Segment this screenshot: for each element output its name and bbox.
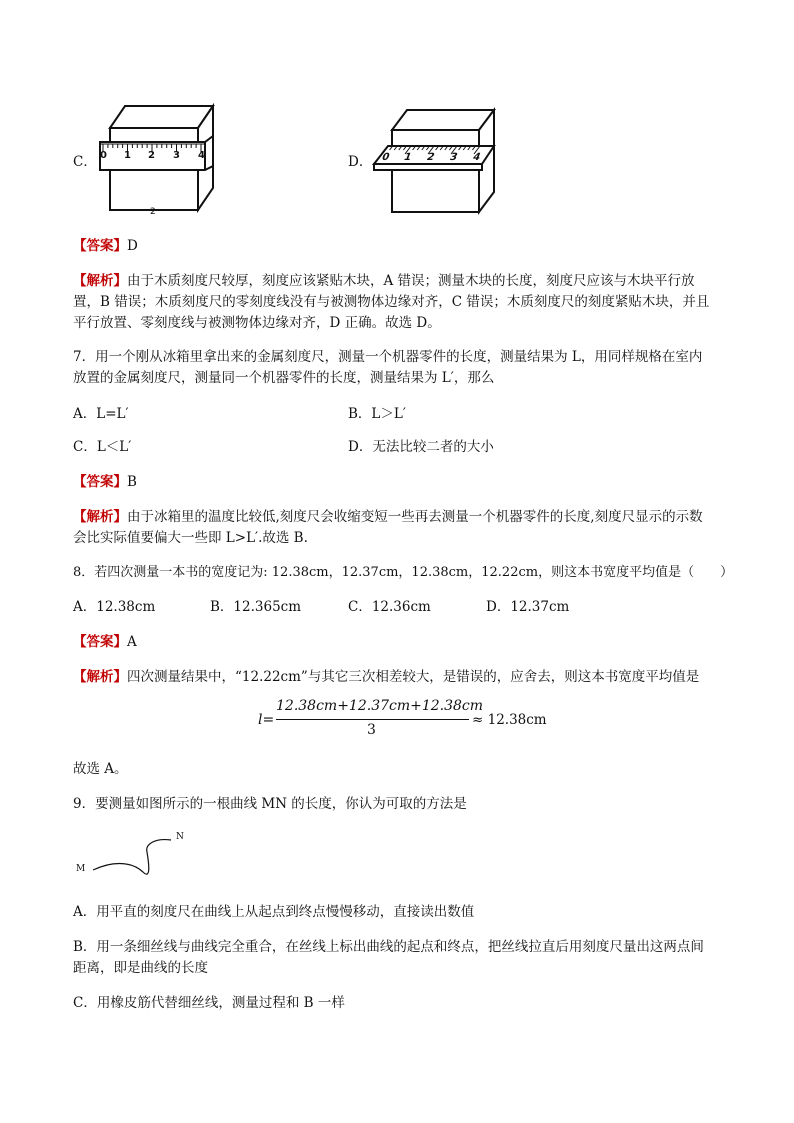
q7-analysis-line-2: 会比实际值要偏大一些即 L>L′.故选 B. bbox=[73, 530, 308, 546]
q7-option-a: A．L=L′ bbox=[73, 406, 129, 422]
ruler-d-tick-labels bbox=[379, 152, 492, 168]
analysis-tag: 【解析】 bbox=[73, 669, 127, 685]
analysis-tag: 【解析】 bbox=[73, 509, 127, 525]
q7-stem-line-2: 放置的金属刻度尺，测量同一个机器零件的长度，测量结果为 L′，那么 bbox=[73, 370, 495, 386]
answer-value: B bbox=[127, 474, 137, 490]
ruler-c-tick-label: 0 bbox=[100, 150, 107, 161]
answer-tag: 【答案】 bbox=[73, 474, 127, 490]
ruler-d-tick-label: 1 bbox=[401, 152, 413, 163]
point-n-label: N bbox=[176, 832, 184, 842]
option-c-label: C． bbox=[73, 154, 97, 170]
q8-option-b: B．12.365cm bbox=[210, 599, 302, 615]
q8-conclusion: 故选 A。 bbox=[73, 761, 128, 777]
answer-tag: 【答案】 bbox=[73, 634, 127, 650]
q9-option-b-line-2: 距离，即是曲线的长度 bbox=[73, 960, 208, 976]
point-m-label: M bbox=[76, 864, 86, 874]
ruler-c-tick-labels bbox=[100, 150, 210, 166]
analysis-text: 四次测量结果中，“12.22cm”与其它三次相差较大，是错误的，应舍去，则这本书宽度平均值是 bbox=[127, 669, 700, 685]
q9-stem bbox=[73, 794, 467, 814]
q7-option-d: D．无法比较二者的大小 bbox=[348, 439, 494, 455]
analysis-text: 由于冰箱里的温度比较低,刻度尺会收缩变短一些再去测量一个机器零件的长度,刻度尺显示的示数 bbox=[127, 509, 703, 525]
q6-analysis-line-2: 置，B 错误；木质刻度尺的零刻度线没有与被测物体边缘对齐，C 错误；木质刻度尺的刻度紧贴木块，并且 bbox=[73, 294, 710, 310]
q7-option-c: C．L＜L′ bbox=[73, 439, 132, 455]
q9-stem-text: 9．要测量如图所示的一根曲线 MN 的长度，你认为可取的方法是 bbox=[73, 796, 467, 812]
formula-denominator: 3 bbox=[367, 722, 376, 738]
ruler-c-tick-label: 1 bbox=[124, 150, 131, 161]
option-d-label: D． bbox=[348, 154, 373, 170]
q8-option-d: D．12.37cm bbox=[486, 599, 570, 615]
answer-tag: 【答案】 bbox=[73, 238, 127, 254]
answer-value: A bbox=[127, 634, 137, 650]
curve-mn bbox=[93, 840, 171, 875]
q7-option-b: B．L＞L′ bbox=[348, 406, 406, 422]
q8-stem: 8．若四次测量一本书的宽度记为: 12.38cm，12.37cm，12.38cm，12.22cm，则这本书宽度平均值是（ ） bbox=[73, 565, 734, 580]
q8-option-a: A．12.38cm bbox=[73, 599, 156, 615]
q7-analysis-line-1 bbox=[73, 507, 703, 527]
q6-analysis-line-3: 平行放置、零刻度线与被测物体边缘对齐，D 正确。故选 D。 bbox=[73, 315, 441, 331]
formula-lhs: l= bbox=[258, 712, 275, 728]
q8-analysis-line-1 bbox=[73, 667, 699, 687]
q9-option-c: C．用橡皮筋代替细丝线，测量过程和 B 一样 bbox=[73, 995, 345, 1011]
analysis-text: 由于木质刻度尺较厚，刻度应该紧贴木块，A 错误；测量木块的长度，刻度尺应该与木块平行放 bbox=[127, 273, 695, 289]
q7-stem-line-1: 7．用一个刚从冰箱里拿出来的金属刻度尺，测量一个机器零件的长度，测量结果为 L，用同样规格在室内 bbox=[73, 349, 703, 365]
ruler-c-tick-label: 4 bbox=[198, 150, 205, 161]
ruler-d-tick-label: 2 bbox=[424, 152, 436, 163]
average-formula bbox=[258, 698, 548, 746]
q9-option-a: A．用平直的刻度尺在曲线上从起点到终点慢慢移动，直接读出数值 bbox=[73, 904, 475, 920]
q8-option-c: C．12.36cm bbox=[348, 599, 431, 615]
ruler-d-tick-label: 0 bbox=[379, 152, 391, 163]
q9-option-b-line-1: B．用一条细丝线与曲线完全重合，在丝线上标出曲线的起点和终点，把丝线拉直后用刻度尺量出这两点间 bbox=[73, 939, 704, 955]
q7-answer bbox=[73, 472, 137, 492]
q6-analysis-line-1 bbox=[73, 271, 695, 291]
ruler-c-tick-label: 3 bbox=[173, 150, 180, 161]
ruler-c-tick-label: 2 bbox=[148, 150, 155, 161]
q8-answer bbox=[73, 632, 137, 652]
formula-rhs: ≈ 12.38cm bbox=[472, 712, 547, 728]
answer-value: D bbox=[127, 238, 138, 254]
ruler-d-tick-label: 3 bbox=[447, 152, 459, 163]
ruler-d-tick-label: 4 bbox=[470, 152, 482, 163]
formula-numerator: 12.38cm+12.37cm+12.38cm bbox=[276, 698, 484, 714]
q6-answer bbox=[73, 236, 138, 256]
svg-text:2: 2 bbox=[150, 207, 156, 217]
analysis-tag: 【解析】 bbox=[73, 273, 127, 289]
fraction-bar bbox=[276, 719, 469, 720]
